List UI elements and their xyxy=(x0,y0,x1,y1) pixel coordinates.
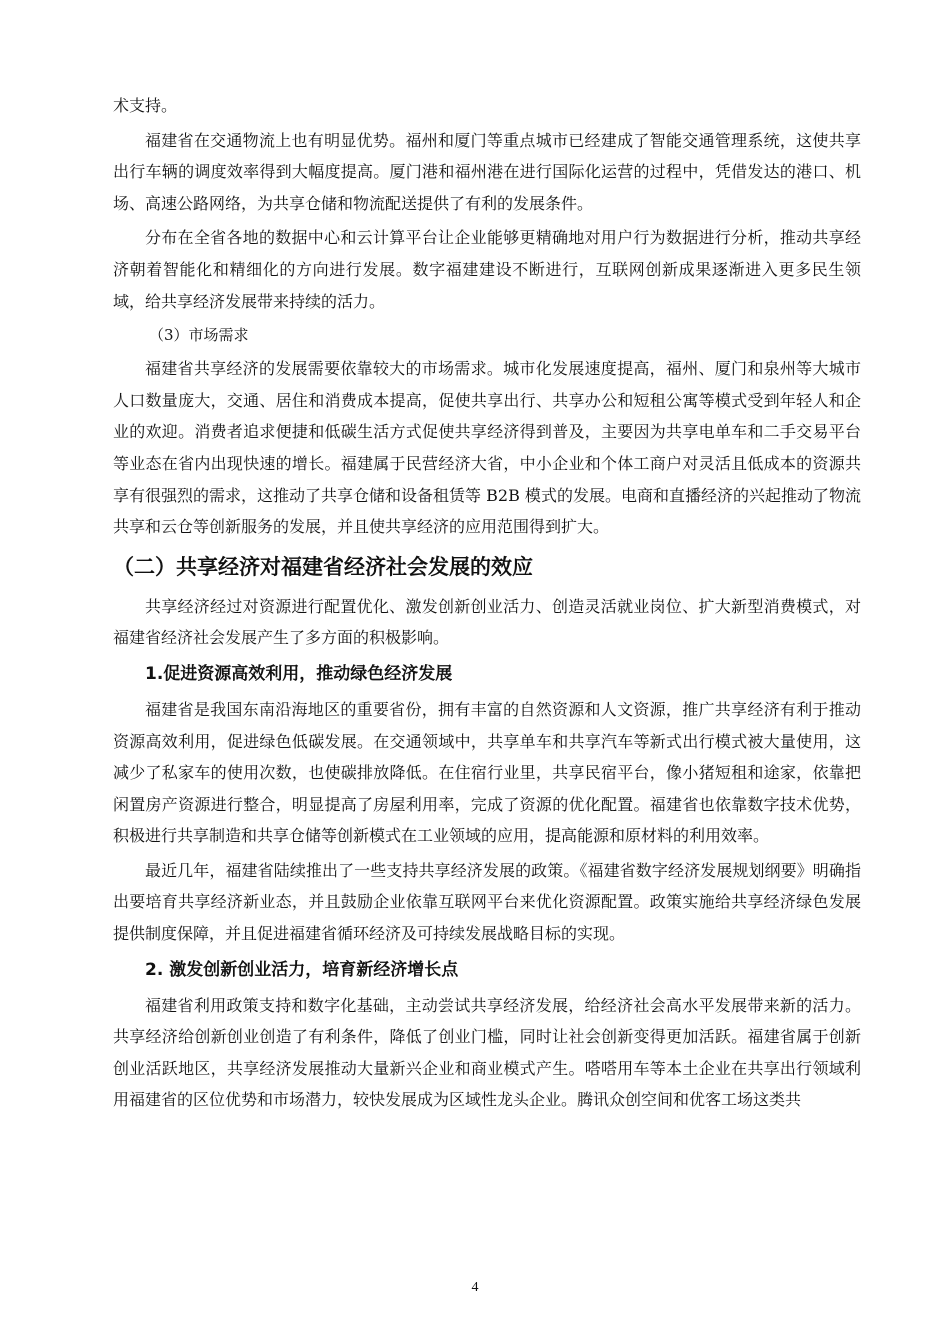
paragraph-innovation: 福建省利用政策支持和数字化基础，主动尝试共享经济发展，给经济社会高水平发展带来新的活力。共享经济给创新创业创造了有利条件，降低了创业门槛，同时让社会创新变得更加活跃。福建省属于创新创业活跃地区，共享经济发展推动大量新兴企业和商业模式产生。嗒嗒用车等本土企业在共享出行领域利用福建省的区位优势和市场潜力，较快发展成为区域性龙头企业。腾讯众创空间和优客工场这类共 xyxy=(113,995,861,1110)
paragraph-data-centers: 分布在全省各地的数据中心和云计算平台让企业能够更精确地对用户行为数据进行分析，推动共享经济朝着智能化和精细化的方向进行发展。数字福建建设不断进行，互联网创新成果逐渐进入更多民生领域，给共享经济发展带来持续的活力。 xyxy=(113,228,861,311)
subsection-heading-resource-efficiency: 1.促进资源高效利用，推动绿色经济发展 xyxy=(145,663,453,684)
page-number: 4 xyxy=(471,1280,479,1295)
paragraph-effects-intro: 共享经济经过对资源进行配置优化、激发创新创业活力、创造灵活就业岗位、扩大新型消费模式，对福建省经济社会发展产生了多方面的积极影响。 xyxy=(113,596,861,648)
section-heading-effects: （二）共享经济对福建省经济社会发展的效应 xyxy=(113,554,533,579)
page-body xyxy=(113,90,861,1119)
paragraph-resource-efficiency: 福建省是我国东南沿海地区的重要省份，拥有丰富的自然资源和人文资源，推广共享经济有利于推动资源高效利用，促进绿色低碳发展。在交通领域中，共享单车和共享汽车等新式出行模式被大量使用，这减少了私家车的使用次数，也使碳排放降低。在住宿行业里，共享民宿平台，像小猪短租和途家，依靠把闲置房产资源进行整合，明显提高了房屋利用率，完成了资源的优化配置。福建省也依靠数字技术优势，积极进行共享制造和共享仓储等创新模式在工业领域的应用，提高能源和原材料的利用效率。 xyxy=(113,699,861,846)
paragraph-continuation: 术支持。 xyxy=(113,96,178,115)
sub-section-label-market-demand: （3）市场需求 xyxy=(149,326,249,345)
paragraph-policy-support: 最近几年，福建省陆续推出了一些支持共享经济发展的政策。《福建省数字经济发展规划纲要》明确指出要培育共享经济新业态，并且鼓励企业依靠互联网平台来优化资源配置。政策实施给共享经济绿色发展提供制度保障，并且促进福建省循环经济及可持续发展战略目标的实现。 xyxy=(113,860,861,944)
paragraph-transport-logistics: 福建省在交通物流上也有明显优势。福州和厦门等重点城市已经建成了智能交通管理系统，这使共享出行车辆的调度效率得到大幅度提高。厦门港和福州港在进行国际化运营的过程中，凭借发达的港口、机场、高速公路网络，为共享仓储和物流配送提供了有利的发展条件。 xyxy=(113,130,861,213)
paragraph-market-demand: 福建省共享经济的发展需要依靠较大的市场需求。城市化发展速度提高，福州、厦门和泉州等大城市人口数量庞大，交通、居住和消费成本提高，促使共享出行、共享办公和短租公寓等模式受到年轻人和企业的欢迎。消费者追求便捷和低碳生活方式促使共享经济得到普及，主要因为共享电单车和二手交易平台等业态在省内出现快速的增长。福建属于民营经济大省，中小企业和个体工商户对灵活且低成本的资源共享有很强烈的需求，这推动了共享仓储和设备租赁等 B2B 模式的发展。电商和直播经济的兴起推动了物流共享和云仓等创新服务的发展，并且使共享经济的应用范围得到扩大。 xyxy=(113,359,861,537)
subsection-heading-innovation: 2. 激发创新创业活力，培育新经济增长点 xyxy=(145,959,459,980)
